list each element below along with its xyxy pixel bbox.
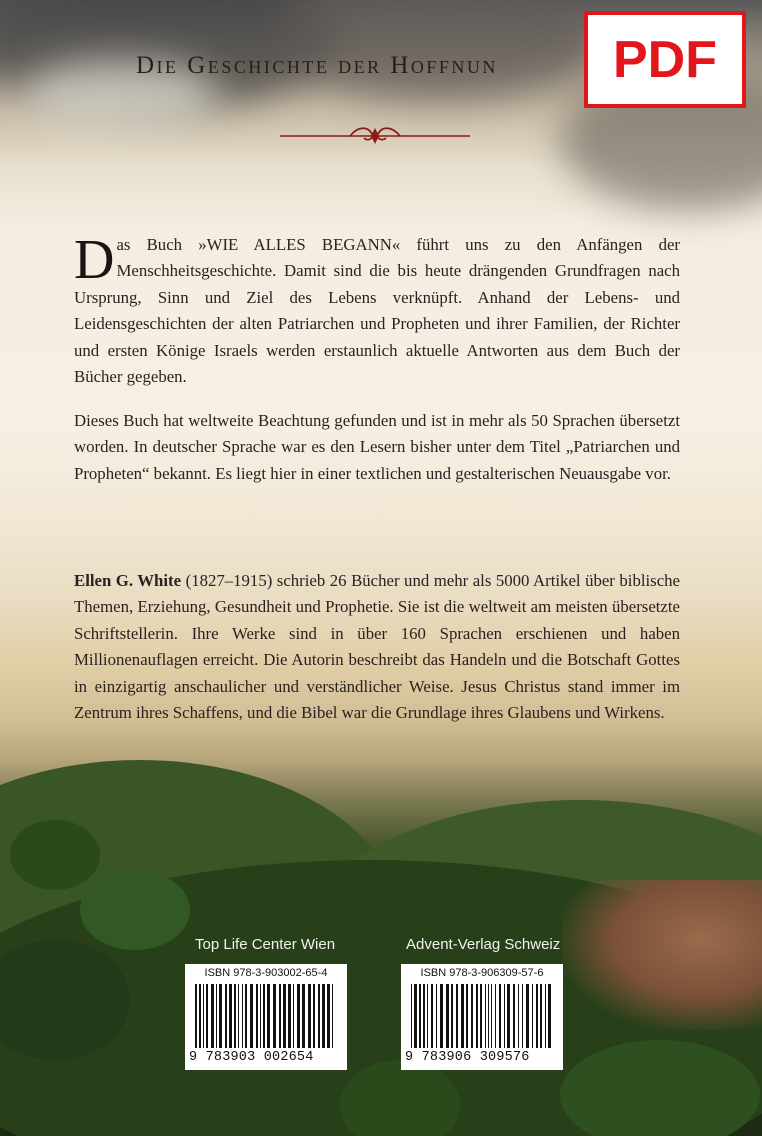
barcode-icon xyxy=(411,984,553,1048)
barcode-icon xyxy=(195,984,337,1048)
isbn-label: ISBN 978-3-903002-65-4 xyxy=(204,967,328,979)
isbn-label: ISBN 978-3-906309-57-6 xyxy=(420,967,544,979)
barcode-block xyxy=(185,964,347,1070)
author-name: Ellen G. White xyxy=(74,571,182,590)
translation-paragraph: Dieses Buch hat weltweite Beachtung gefunden und ist in mehr als 50 Sprachen übersetzt worden. In deutscher Sprache war es den Lesern bisher unter dem Titel „Patriarchen und Propheten“ bekannt. Es liegt hier in einer textlichen und gestalterischen Neuausgabe vor. xyxy=(74,411,680,483)
flourish-ornament-icon xyxy=(280,124,470,148)
barcode-digits: 9 783903 002654 xyxy=(189,1050,314,1065)
drop-cap: D xyxy=(74,229,115,291)
description-paragraph xyxy=(74,229,680,390)
barcode-digits: 9 783906 309576 xyxy=(405,1050,530,1065)
description-text: as Buch »WIE ALLES BEGANN« führt uns zu den Anfängen der Menschheitsgeschichte. Damit sind die bis heute drängenden Grundfragen nach Ursprung, Sinn und Ziel des Lebens verknüpft. Anhand der Lebens- und Leidensgeschichten der alten Patriarchen und Propheten und ihrer Familien, der Richter und ersten Könige Israels werden erstaunlich aktuelle Antworten aus dem Buch der Bücher gegeben. xyxy=(74,235,680,387)
cloud-shape xyxy=(280,0,600,100)
pdf-badge: PDF xyxy=(584,11,746,108)
tree-shape xyxy=(80,870,190,950)
publisher-name: Advent-Verlag Schweiz xyxy=(406,936,561,953)
author-bio: (1827–1915) schrieb 26 Bücher und mehr als 5000 Artikel über biblische Themen, Erziehung, Gesundheit und Prophetie. Sie ist die weltweit am meisten übersetzte Schriftstellerin. Ihre Werke sind in über 160 Sprachen erschienen und haben Millionenauflagen erreicht. Die Autorin beschreibt das Handeln und die Botschaft Gottes in einzigartig anschaulicher und verständlicher Weise. Jesus Christus stand immer im Zentrum ihres Schaffens, und die Bibel war die Grundlage ihres Glaubens und Wirkens. xyxy=(74,571,680,723)
publisher-name: Top Life Center Wien xyxy=(195,936,336,953)
author-paragraph xyxy=(74,568,680,726)
series-title: Die Geschichte der Hoffnun xyxy=(136,52,498,79)
tree-shape xyxy=(10,820,100,890)
barcode-block xyxy=(401,964,563,1070)
rock-ruins xyxy=(562,880,762,1030)
